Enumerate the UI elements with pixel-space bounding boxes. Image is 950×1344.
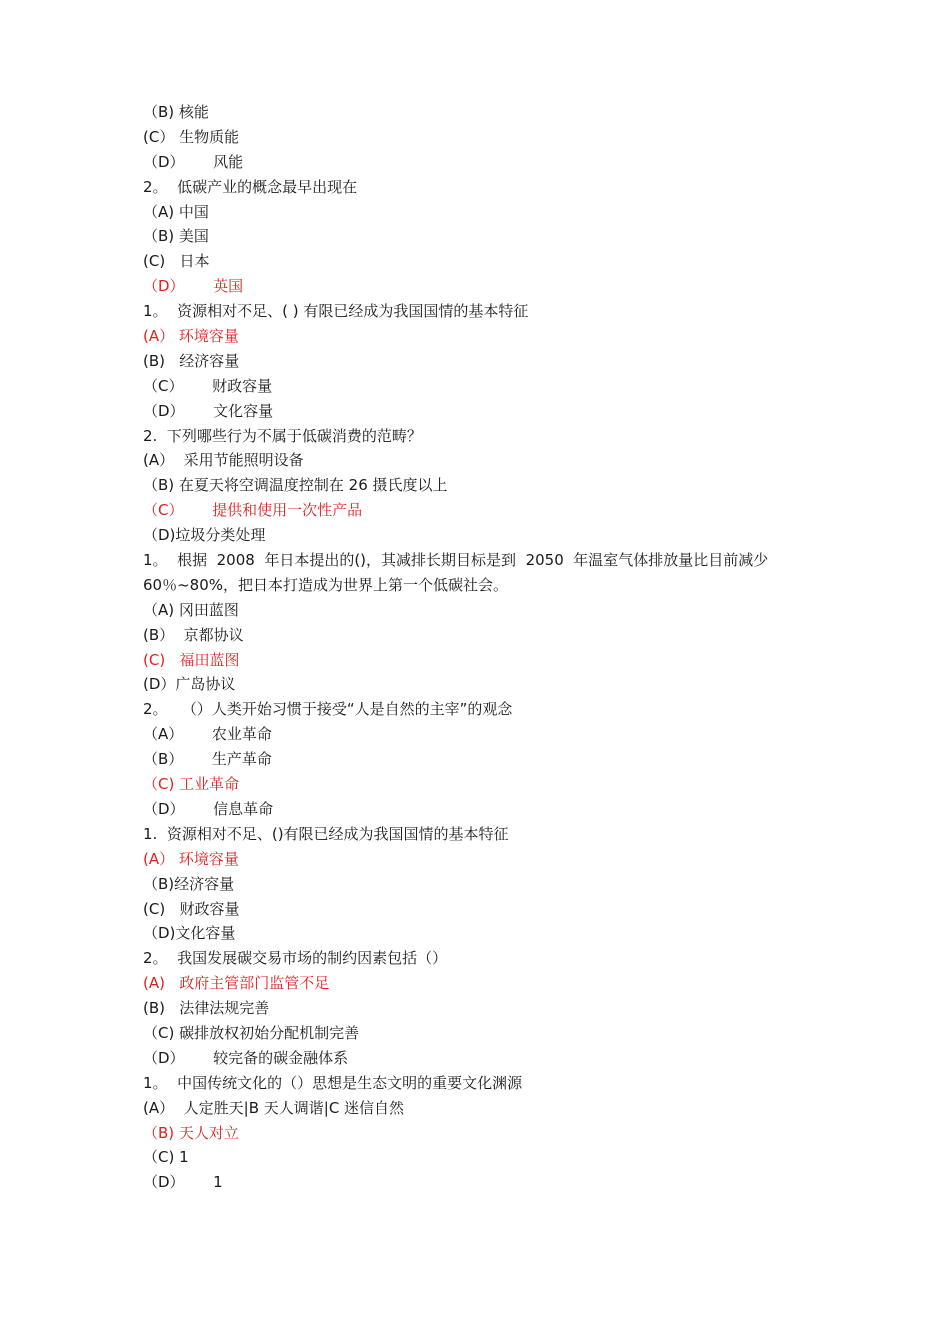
text-line: 2. 下列哪些行为不属于低碳消费的范畴？ [143,426,422,445]
text-line: （B) 在夏天将空调温度控制在 26 摄氏度以上 [143,476,448,495]
text-line: (C) 财政容量 [143,899,240,918]
text-line: (B） 京都协议 [143,625,244,644]
answer-line-highlighted: (A） 环境容量 [143,327,239,346]
answer-line-highlighted: (A) 政府主管部门监管不足 [143,974,330,993]
question-list [143,100,823,1195]
text-line: 1. 资源相对不足、()有限已经成为我国国情的基本特征 [143,824,509,843]
text-line: (D）广岛协议 [143,675,236,694]
text-line: （B) 美国 [143,227,209,246]
text-line: 2。 低碳产业的概念最早出现在 [143,177,358,196]
text-line: 1。 中国传统文化的（）思想是生态文明的重要文化渊源 [143,1073,523,1092]
text-line: （B) 核能 [143,103,209,121]
text-line: （D） 较完备的碳金融体系 [143,1048,349,1067]
text-line: (C) 日本 [143,252,210,271]
text-line: 1。 根据 2008 年日本提出的()，其减排长期目标是到 2050 年温室气体排放量比目前减少 [143,551,769,570]
answer-line-highlighted: （D） 英国 [143,277,244,296]
answer-line-highlighted: （C) 工业革命 [143,775,240,794]
text-line: （D） 信息革命 [143,799,274,818]
text-line: 2。 （）人类开始习惯于接受“人是自然的主宰”的观念 [143,700,513,719]
text-line: 60％~80%，把日本打造成为世界上第一个低碳社会。 [143,575,508,594]
text-line: (A） 采用节能照明设备 [143,451,304,470]
text-line: （A） 农业革命 [143,725,272,744]
text-line: （D） 文化容量 [143,401,274,420]
text-line: （D） 风能 [143,152,244,171]
answer-line-highlighted: (A） 环境容量 [143,849,239,868]
text-line: （A) 中国 [143,202,209,221]
text-line: （C) 1 [143,1148,189,1167]
text-line: 2。 我国发展碳交易市场的制约因素包括（） [143,949,448,968]
text-line: （D)垃圾分类处理 [143,526,266,545]
text-line: （D） 1 [143,1173,223,1192]
text-line: （B)经济容量 [143,874,235,893]
text-line: （A) 冈田蓝图 [143,600,239,619]
text-line: （B） 生产革命 [143,750,272,769]
text-line: (B) 经济容量 [143,351,240,370]
text-line: (B) 法律法规完善 [143,999,270,1018]
answer-line-highlighted: （B) 天人对立 [143,1123,239,1142]
answer-line-highlighted: (C) 福田蓝图 [143,650,240,669]
text-line: （C) 碳排放权初始分配机制完善 [143,1023,360,1042]
text-line: (A） 人定胜天|B 天人调谐|C 迷信自然 [143,1098,405,1117]
text-line: (C） 生物质能 [143,127,240,146]
text-line: （D)文化容量 [143,924,236,943]
text-line: 1。 资源相对不足、( ) 有限已经成为我国国情的基本特征 [143,302,529,321]
answer-line-highlighted: （C） 提供和使用一次性产品 [143,501,363,520]
text-line: （C） 财政容量 [143,376,273,395]
